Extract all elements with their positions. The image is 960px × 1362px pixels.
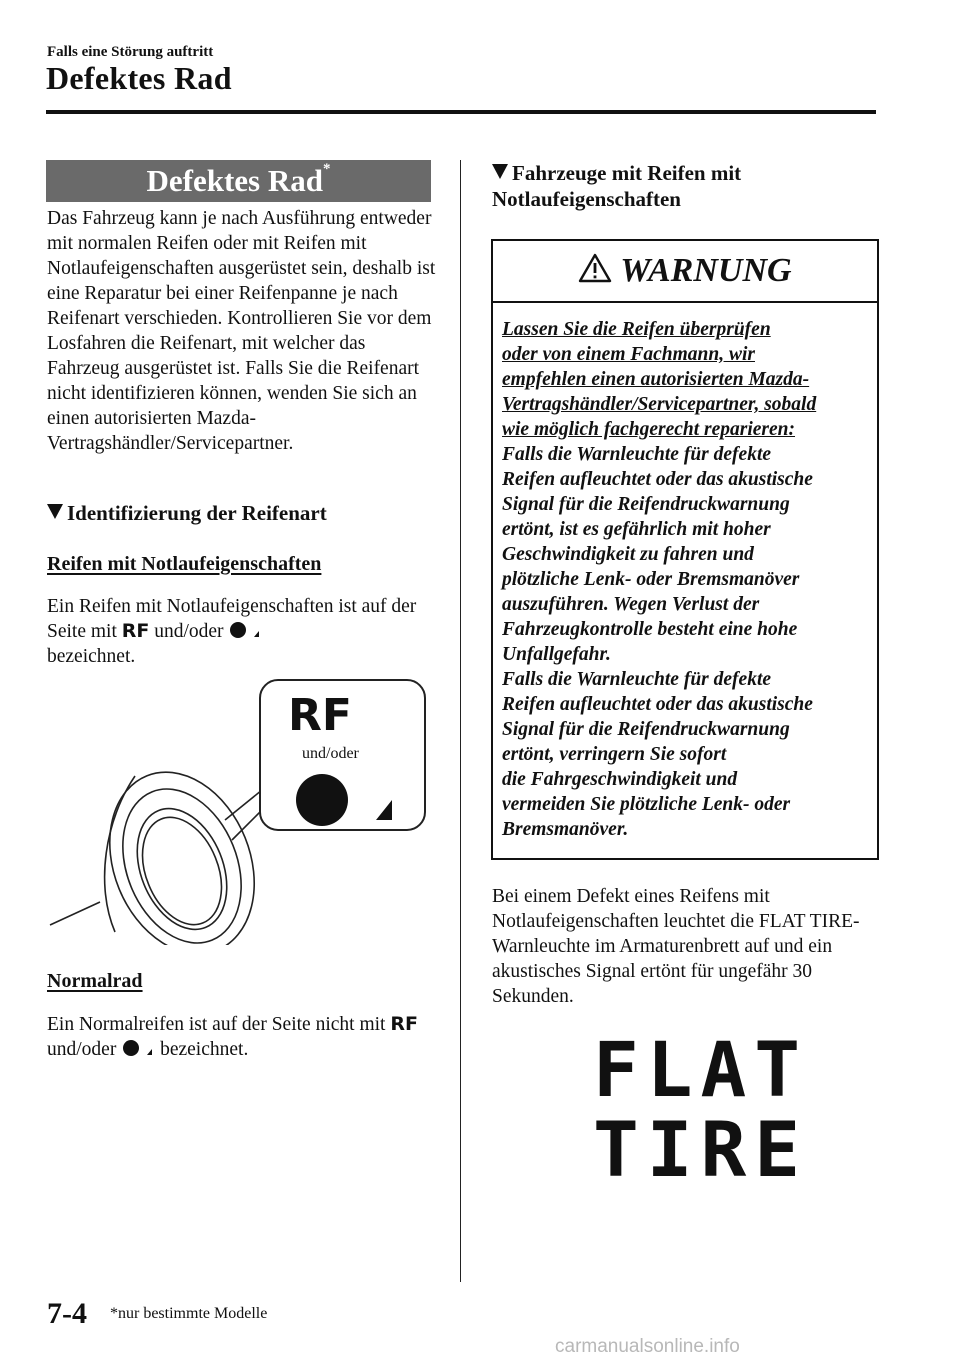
subsection-heading-identification xyxy=(47,501,327,526)
normal-text-c: bezeichnet. xyxy=(160,1039,249,1060)
footnote: *nur bestimmte Modelle xyxy=(110,1305,268,1322)
runflat-text-c: bezeichnet. xyxy=(47,646,136,667)
section-title: Defektes Rad xyxy=(146,163,323,198)
warning-line: die Fahrgeschwindigkeit und xyxy=(502,769,738,790)
runflat-paragraph xyxy=(47,594,442,669)
warning-line: Bremsmanöver. xyxy=(502,819,629,840)
runflat-text-a: Ein Reifen mit Notlaufeigenschaften ist auf der Seite mit xyxy=(47,596,417,642)
column-divider xyxy=(460,160,461,1282)
section-title-banner xyxy=(46,160,431,202)
warning-lead-line: Lassen Sie die Reifen überprüfen xyxy=(502,319,771,340)
lamp-line: FLAT xyxy=(593,1025,809,1114)
warning-line: Fahrzeugkontrolle besteht eine hohe xyxy=(502,619,798,640)
warning-box xyxy=(491,239,879,860)
warning-line: Signal für die Reifendruckwarnung xyxy=(502,719,790,740)
warning-line: Reifen aufleuchtet oder das akustische xyxy=(502,469,813,490)
flat-tire-warning-lamp xyxy=(593,1025,809,1194)
warning-text xyxy=(502,317,862,842)
page-title: Defektes Rad xyxy=(46,60,232,96)
warning-lead-line: wie möglich fachgerecht reparieren: xyxy=(502,419,796,440)
runflat-symbol-icon xyxy=(228,621,262,639)
figure-rf-mark: RF xyxy=(288,690,352,741)
warning-line: plötzliche Lenk- oder Bremsmanöver xyxy=(502,569,800,590)
warning-line: Falls die Warnleuchte für defekte xyxy=(502,444,772,465)
warning-line: Unfallgefahr. xyxy=(502,644,611,665)
runflat-heading: Reifen mit Notlaufeigenschaften xyxy=(47,553,322,575)
normal-text-b: und/oder xyxy=(47,1039,117,1060)
warning-line: Signal für die Reifendruckwarnung xyxy=(502,494,790,515)
warning-lead-line: empfehlen einen autorisierten Mazda- xyxy=(502,369,810,390)
runflat-symbol-icon xyxy=(121,1039,155,1057)
warning-line: ertönt, ist es gefährlich mit hoher xyxy=(502,519,771,540)
normal-text-a: Ein Normalreifen ist auf der Seite nicht mit xyxy=(47,1014,386,1035)
subsection-heading-runflat xyxy=(492,160,872,212)
warning-line: auszuführen. Wegen Verlust der xyxy=(502,594,760,615)
normal-tire-paragraph xyxy=(47,1012,442,1062)
triangle-bullet-icon xyxy=(47,504,63,519)
watermark: carmanualsonline.info xyxy=(555,1336,740,1357)
intro-paragraph: Das Fahrzeug kann je nach Ausführung entweder mit normalen Reifen oder mit Reifen mit Notlaufeigenschaften ausgerüstet sein, deshalb ist eine Reparatur bei einer Reifenpanne je nach Reifenart verschieden. Kontrollieren Sie vor dem Losfahren die Reifenart, mit welcher das Fahrzeug ausgerüstet ist. Falls Sie die Reifenart nicht identifizieren können, wenden Sie sich an einen autorisierten Mazda-Vertragshändler/Servicepartner. xyxy=(47,208,436,454)
triangle-bullet-icon xyxy=(492,164,508,179)
warning-line: vermeiden Sie plötzliche Lenk- oder xyxy=(502,794,791,815)
warning-lead-line: Vertragshändler/Servicepartner, sobald xyxy=(502,394,817,415)
warning-line: ertönt, verringern Sie sofort xyxy=(502,744,727,765)
rf-mark-icon: RF xyxy=(121,620,150,642)
normal-tire-heading: Normalrad xyxy=(47,970,143,992)
lamp-line: TIRE xyxy=(593,1105,809,1194)
warning-title: WARNUNG xyxy=(620,252,792,289)
warning-line: Reifen aufleuchtet oder das akustische xyxy=(502,694,813,715)
warning-line: Geschwindigkeit zu fahren und xyxy=(502,544,754,565)
rf-mark-icon: RF xyxy=(390,1013,418,1035)
header-rule xyxy=(46,110,876,114)
section-asterisk: * xyxy=(323,161,331,177)
warning-triangle-icon xyxy=(578,253,612,283)
warning-lead-line: oder von einem Fachmann, wir xyxy=(502,344,755,365)
tire-sidewall-figure xyxy=(40,670,440,945)
warning-line: Falls die Warnleuchte für defekte xyxy=(502,669,772,690)
page-number: 7-4 xyxy=(47,1297,87,1330)
warning-header xyxy=(493,241,877,303)
runflat-text-b: und/oder xyxy=(154,621,224,642)
chapter-kicker: Falls eine Störung auftritt xyxy=(47,44,214,60)
subsection-heading-text: Fahrzeuge mit Reifen mit Notlaufeigenschaften xyxy=(492,161,742,211)
subsection-heading-text: Identifizierung der Reifenart xyxy=(67,501,327,525)
figure-connector-label: und/oder xyxy=(302,745,359,762)
flat-tire-paragraph: Bei einem Defekt eines Reifens mit Notlaufeigenschaften leuchtet die FLAT TIRE-Warnleuchte im Armaturenbrett auf und ein akustisches Signal ertönt für ungefähr 30 Sekunden. xyxy=(492,886,860,1007)
